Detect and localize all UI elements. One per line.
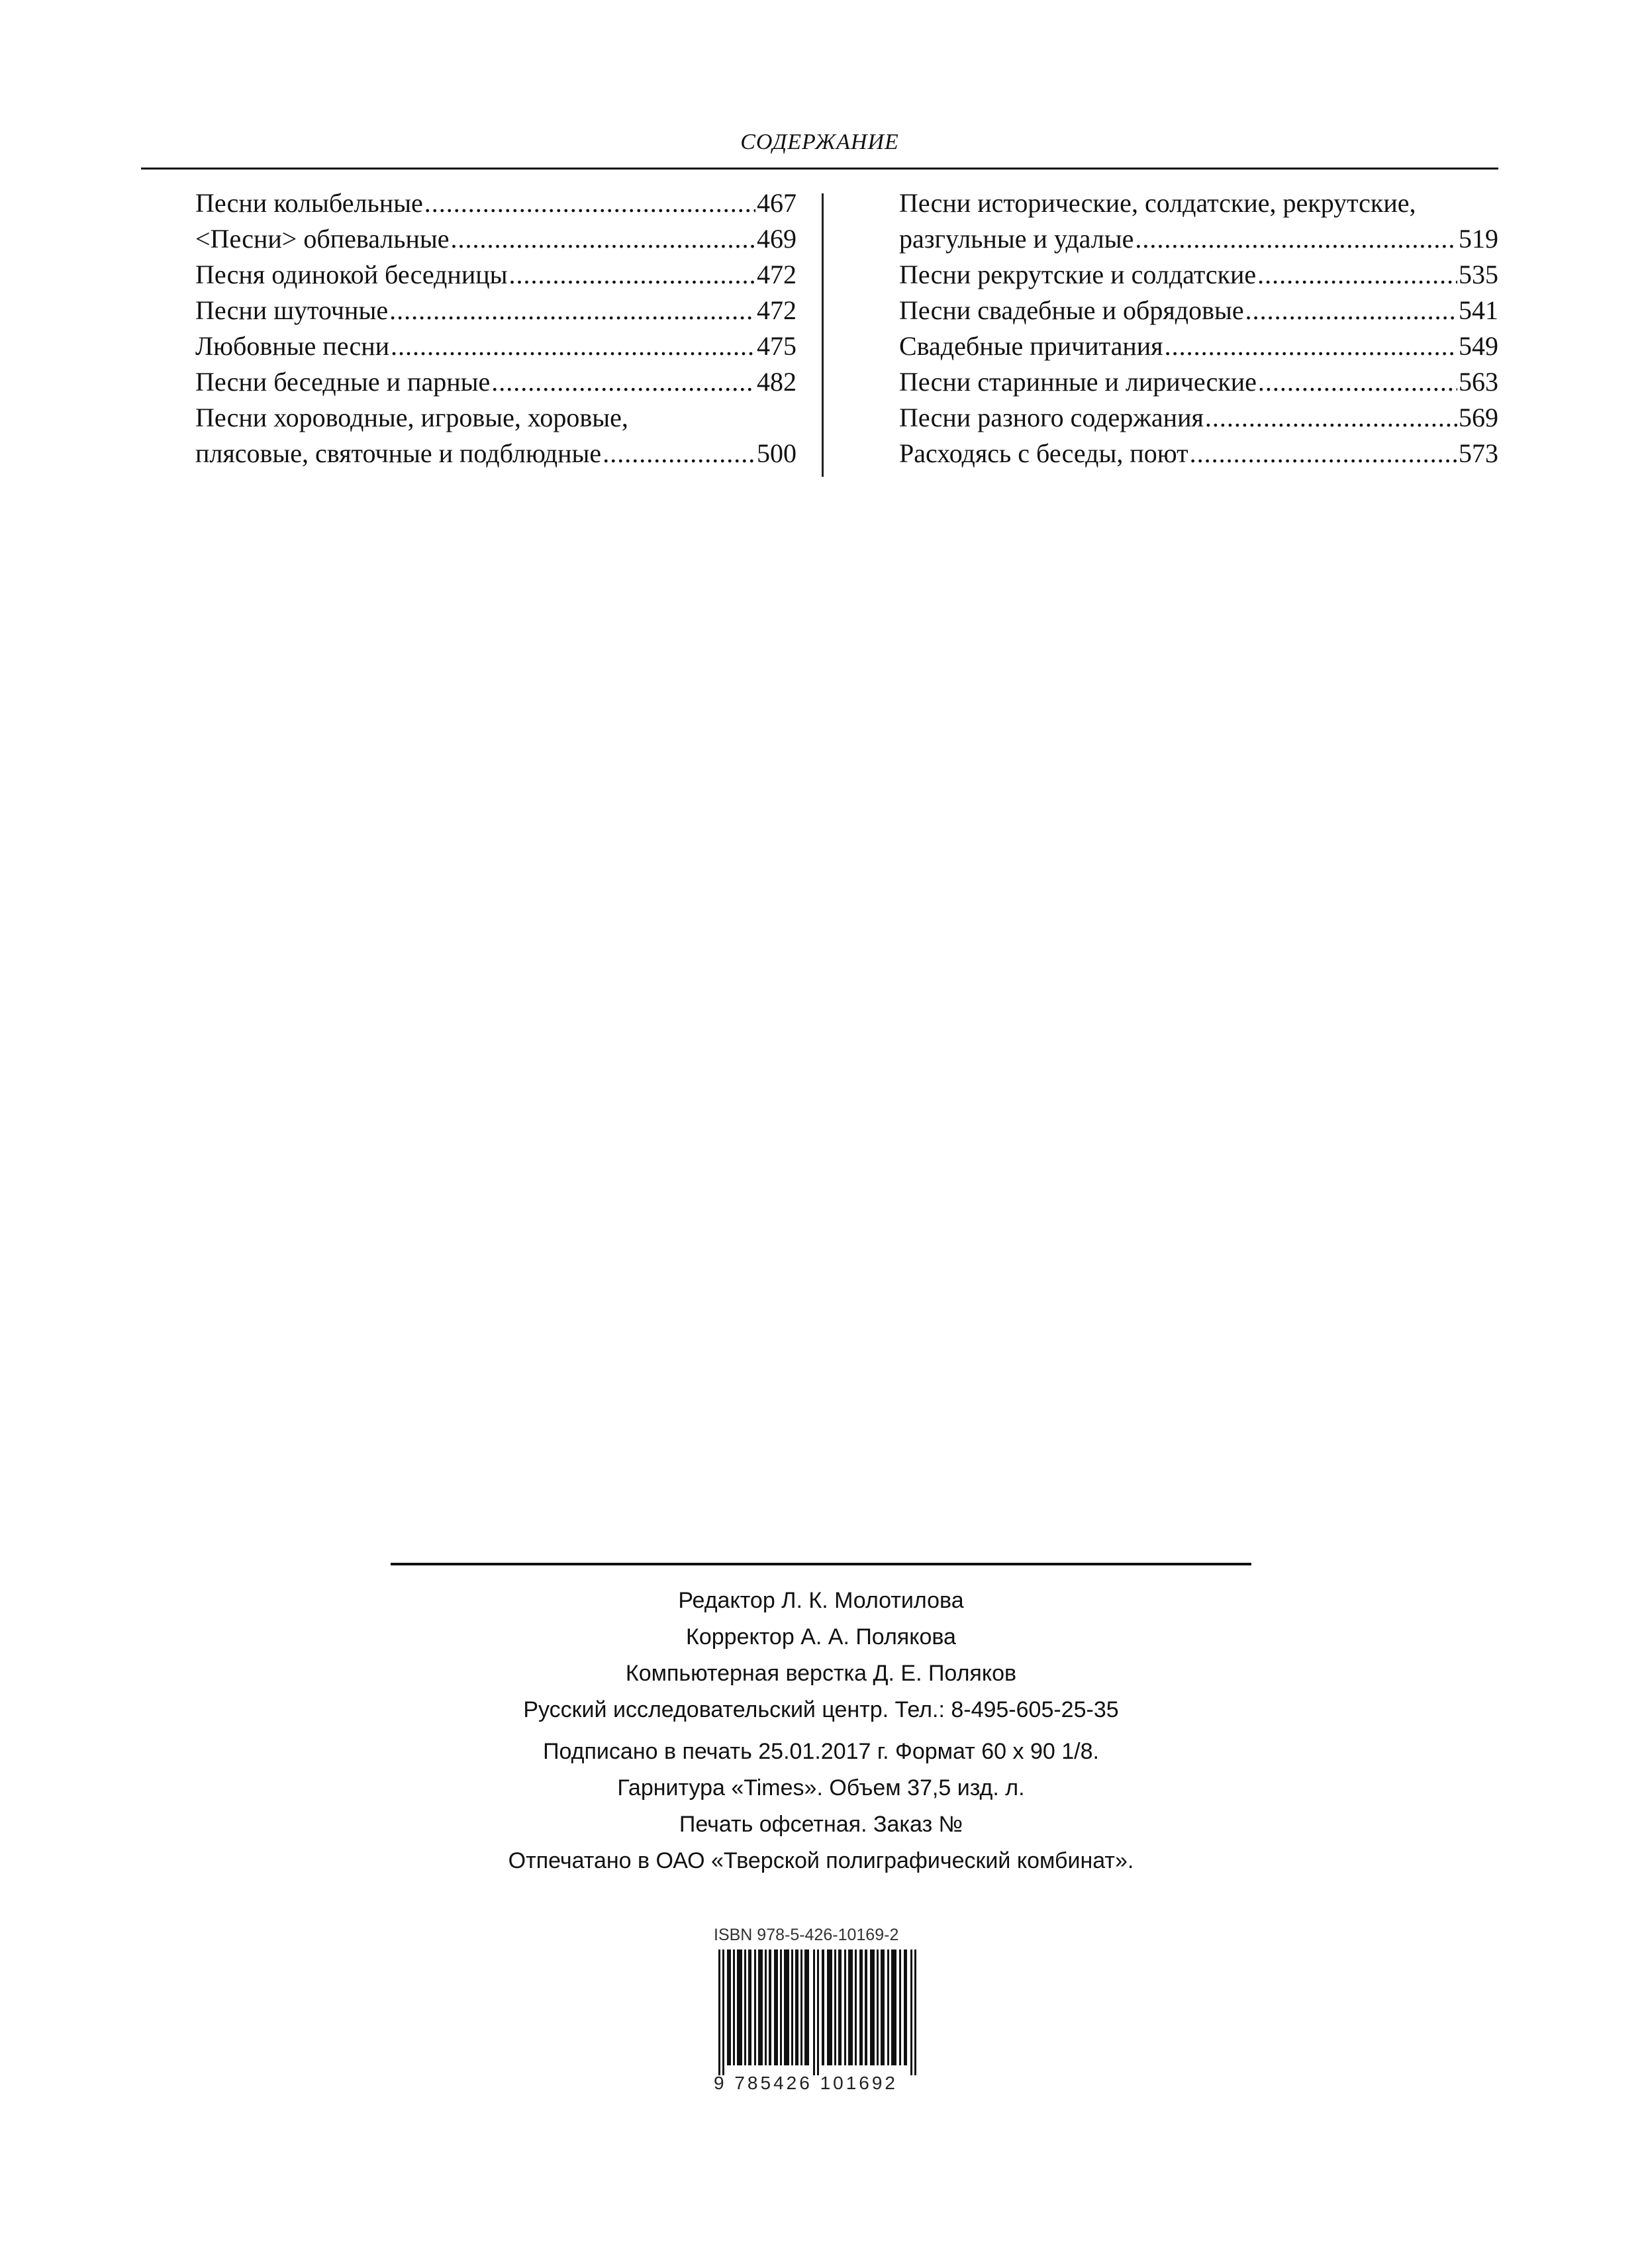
- layout-credit: Компьютерная верстка Д. Е. Поляков: [625, 1661, 1017, 1686]
- isbn-label: ISBN 978-5-426-10169-2: [714, 1926, 899, 1944]
- signed-to-print: Подписано в печать 25.01.2017 г. Формат 60 x 90 1/8.: [543, 1739, 1099, 1764]
- toc-entry-title: Песни старинные и лирические: [899, 367, 1257, 397]
- toc-leader-dots: [1258, 364, 1457, 400]
- toc-entry: [195, 221, 797, 257]
- toc-entry: [195, 293, 797, 328]
- toc-entry: [195, 364, 797, 400]
- toc-leader-dots: [1165, 328, 1457, 364]
- toc-entry-title: Песни рекрутские и солдатские: [899, 260, 1257, 289]
- toc-leader-dots: [491, 364, 755, 400]
- toc-entry-page: 472: [757, 260, 797, 289]
- toc-entry-title: Песня одинокой беседницы: [195, 260, 508, 289]
- toc-entry-title: Песни шуточные: [195, 295, 389, 325]
- toc-leader-dots: [1245, 293, 1457, 328]
- toc-entry-title: Любовные песни: [195, 331, 390, 361]
- toc-right-column: [899, 185, 1498, 471]
- toc-entry-page: 467: [757, 188, 797, 218]
- toc-entry-page: 569: [1459, 403, 1498, 432]
- toc-leader-dots: [1257, 257, 1457, 293]
- toc-entry-page: 519: [1459, 224, 1498, 254]
- toc-entry: [899, 293, 1498, 328]
- typeface-volume: Гарнитура «Times». Объем 37,5 изд. л.: [617, 1775, 1025, 1800]
- toc-entry: [195, 436, 797, 471]
- toc-entry-title-line1: Песни исторические, солдатские, рекрутские,: [899, 188, 1416, 218]
- toc-entry-page: 541: [1459, 295, 1498, 325]
- toc-leader-dots: [603, 436, 755, 471]
- toc-entry-page: 469: [757, 224, 797, 254]
- toc-leader-dots: [509, 257, 755, 293]
- imprint-credits: [258, 1583, 1384, 1728]
- toc-entry-title: плясовые, святочные и подблюдные: [195, 438, 602, 468]
- editor-credit: Редактор Л. К. Молотилова: [678, 1588, 964, 1613]
- toc-entry-title: Песни беседные и парные: [195, 367, 491, 397]
- toc-entry-page: 573: [1459, 438, 1498, 468]
- print-order: Печать офсетная. Заказ №: [679, 1812, 963, 1837]
- running-head: СОДЕРЖАНИЕ: [740, 130, 899, 154]
- proofreader-credit: Корректор А. А. Полякова: [686, 1624, 956, 1650]
- toc-entry-page: 475: [757, 331, 797, 361]
- toc-leader-dots: [1135, 221, 1457, 257]
- toc-entry-page: 482: [757, 367, 797, 397]
- toc-leader-dots: [424, 185, 755, 221]
- toc-entry: [899, 257, 1498, 293]
- toc-entry: [899, 328, 1498, 364]
- toc-entry-page: 500: [757, 438, 797, 468]
- toc-leader-dots: [451, 221, 755, 257]
- toc-entry: [195, 257, 797, 293]
- toc-entry-title: Песни колыбельные: [195, 188, 423, 218]
- toc-entry: [195, 328, 797, 364]
- toc-entry-page: 549: [1459, 331, 1498, 361]
- toc-leader-dots: [1205, 400, 1457, 436]
- barcode-digits: 9 785426 101692: [714, 2073, 898, 2093]
- toc-entry: [899, 221, 1498, 257]
- toc-entry-title: Свадебные причитания: [899, 331, 1163, 361]
- header-rule: [141, 168, 1498, 170]
- imprint-rule: [391, 1563, 1251, 1565]
- toc-entry-title: Песни свадебные и обрядовые: [899, 295, 1244, 325]
- toc-entry-title-line1: Песни хороводные, игровые, хоровые,: [195, 403, 628, 432]
- toc-entry-page: 535: [1459, 260, 1498, 289]
- toc-leader-dots: [389, 293, 755, 328]
- toc-entry: [195, 185, 797, 221]
- column-divider: [822, 193, 824, 477]
- toc-entry: [899, 364, 1498, 400]
- toc-entry: [899, 400, 1498, 436]
- publisher-contact: Русский исследовательский центр. Тел.: 8-495-605-25-35: [523, 1697, 1119, 1722]
- toc-entry-title: Песни разного содержания: [899, 403, 1204, 432]
- toc-entry-page: 472: [757, 295, 797, 325]
- toc-leader-dots: [1190, 436, 1457, 471]
- printer: Отпечатано в ОАО «Тверской полиграфический комбинат».: [508, 1848, 1134, 1873]
- toc-left-column: [195, 185, 797, 471]
- isbn-barcode: [718, 1949, 917, 2075]
- toc-leader-dots: [391, 328, 755, 364]
- toc-entry-title: <Песни> обпевальные: [195, 224, 450, 254]
- toc-entry: [899, 436, 1498, 471]
- toc-entry-page: 563: [1459, 367, 1498, 397]
- toc-entry-title: Расходясь с беседы, поют: [899, 438, 1188, 468]
- imprint-print-details: [258, 1734, 1384, 1879]
- toc-entry-title: разгульные и удалые: [899, 224, 1134, 254]
